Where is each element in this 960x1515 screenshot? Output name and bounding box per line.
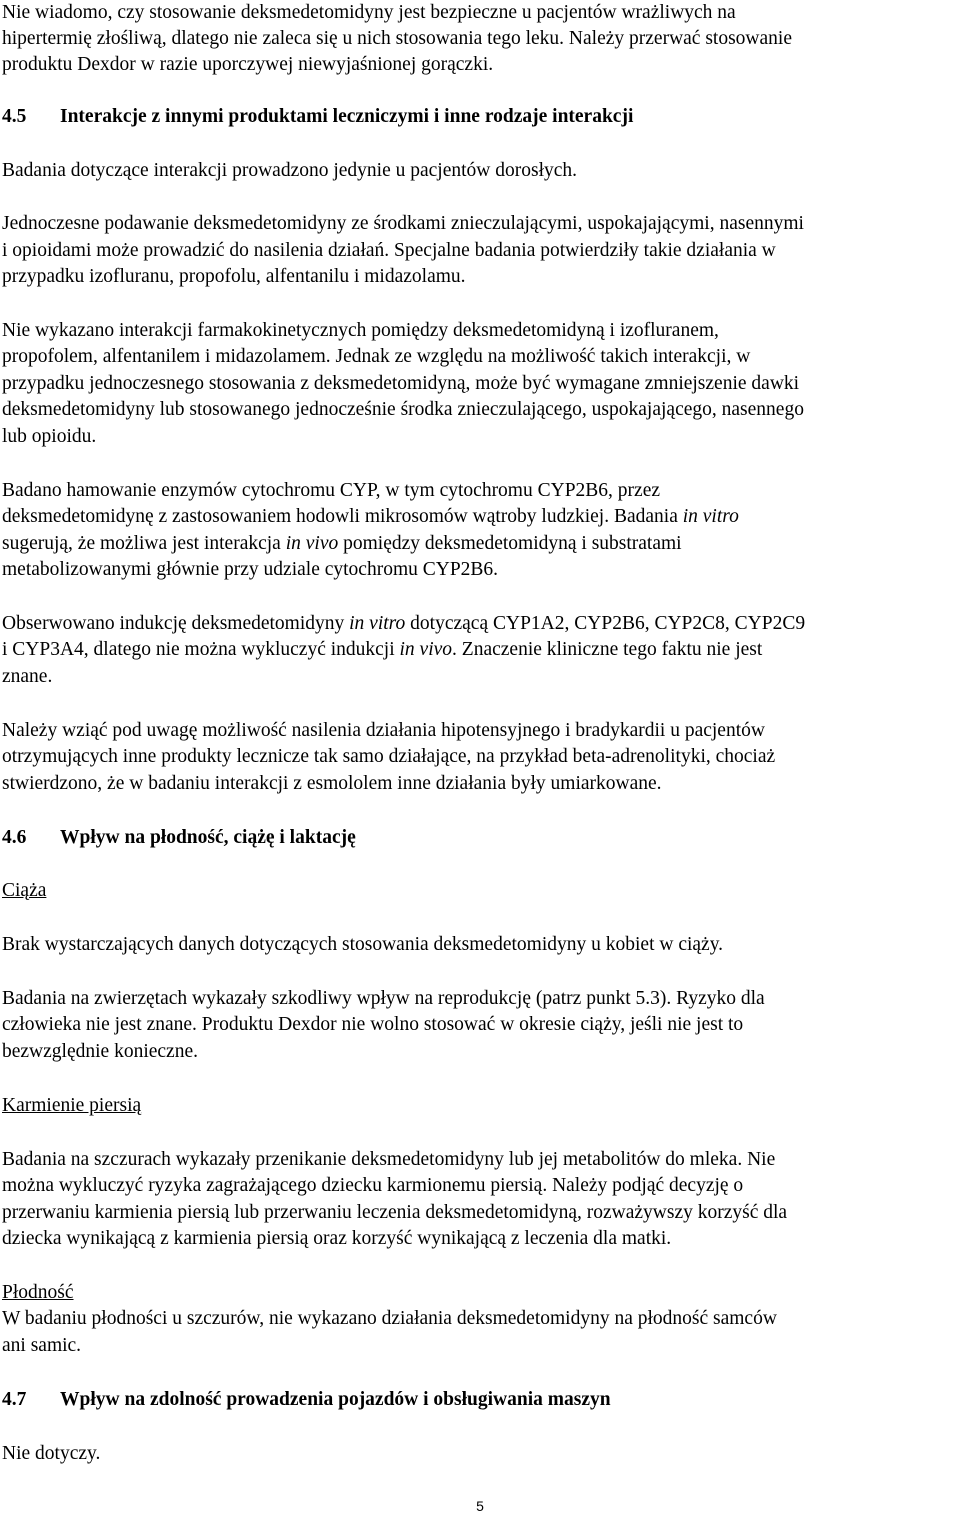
paragraph-line: przypadku jednoczesnego stosowania z deksmedetomidyną, może być wymagane zmniejszenie dawki [2, 373, 800, 394]
section-title: Interakcje z innymi produktami leczniczymi i inne rodzaje interakcji [60, 106, 634, 127]
paragraph-line: dziecka wynikającą z karmienia piersią oraz korzyść wynikającą z leczenia dla matki. [2, 1228, 672, 1249]
text-run: deksmedetomidynę z zastosowaniem hodowli mikrosomów wątroby ludzkiej. Badania [2, 506, 683, 527]
paragraph-line: stwierdzono, że w badaniu interakcji z esmololem inne działania były umiarkowane. [2, 773, 662, 794]
paragraph-line: Badania na zwierzętach wykazały szkodliwy wpływ na reprodukcję (patrz punkt 5.3). Ryzyko dla [2, 988, 765, 1009]
section-heading-4-7 [2, 1387, 611, 1414]
text-run: i CYP3A4, dlatego nie można wykluczyć indukcji [2, 639, 400, 660]
section-title: Wpływ na płodność, ciążę i laktację [60, 827, 356, 848]
paragraph-line: hipertermię złośliwą, dlatego nie zaleca się u nich stosowania tego leku. Należy przerwać stosowanie [2, 28, 792, 49]
paragraph-line: człowieka nie jest znane. Produktu Dexdor nie wolno stosować w okresie ciąży, jeśli nie jest to [2, 1014, 744, 1035]
italic-term: in vivo [399, 639, 453, 660]
section-number: 4.6 [2, 827, 27, 848]
paragraph-line: Badano hamowanie enzymów cytochromu CYP, w tym cytochromu CYP2B6, przez [2, 480, 661, 501]
paragraph-line: bezwzględnie konieczne. [2, 1041, 198, 1062]
section-title: Wpływ na zdolność prowadzenia pojazdów i obsługiwania maszyn [60, 1389, 611, 1410]
paragraph-line: propofolem, alfentanilem i midazolamem. Jednak ze względu na możliwość takich interakcji, w [2, 346, 751, 367]
paragraph-line: przerwaniu karmienia piersią lub przerwaniu leczenia deksmedetomidyną, rozważywszy korzyść dla [2, 1202, 788, 1223]
paragraph-line: przypadku izofluranu, propofolu, alfentanilu i midazolamu. [2, 266, 466, 287]
paragraph-line: otrzymujących inne produkty lecznicze tak samo działające, na przykład beta-adrenolityki, chociaż [2, 746, 776, 767]
subheading-breastfeeding: Karmienie piersią [2, 1095, 142, 1116]
paragraph-line: i opioidami może prowadzić do nasilenia działań. Specjalne badania potwierdziły takie działania w [2, 240, 776, 261]
paragraph-line: Brak wystarczających danych dotyczących stosowania deksmedetomidyny u kobiet w ciąży. [2, 934, 724, 955]
paragraph-line: deksmedetomidyny lub stosowanego jednocześnie środka znieczulającego, uspokajającego, nasennego [2, 399, 804, 420]
section-number: 4.7 [2, 1389, 27, 1410]
italic-term: in vitro [682, 506, 739, 527]
subheading-fertility: Płodność [2, 1282, 74, 1303]
italic-term: in vitro [349, 613, 406, 634]
paragraph-line: lub opioidu. [2, 426, 97, 447]
paragraph-line: metabolizowanymi głównie przy udziale cytochromu CYP2B6. [2, 559, 499, 580]
italic-term: in vivo [285, 533, 339, 554]
paragraph-line: znane. [2, 666, 53, 687]
paragraph-line: Nie wiadomo, czy stosowanie deksmedetomidyny jest bezpieczne u pacjentów wrażliwych na [2, 2, 736, 23]
paragraph-line [2, 611, 805, 638]
text-run: dotyczącą CYP1A2, CYP2B6, CYP2C8, CYP2C9 [405, 613, 806, 634]
page-number: 5 [476, 1498, 484, 1514]
section-heading-4-6 [2, 825, 356, 852]
paragraph-line: Należy wziąć pod uwagę możliwość nasilenia działania hipotensyjnego i bradykardii u pacjentów [2, 720, 765, 741]
text-run: sugerują, że możliwa jest interakcja [2, 533, 286, 554]
paragraph-line [2, 637, 762, 664]
paragraph-line: Jednoczesne podawanie deksmedetomidyny ze środkami znieczulającymi, uspokajającymi, nasennymi [2, 213, 804, 234]
paragraph-line: produktu Dexdor w razie uporczywej niewyjaśnionej gorączki. [2, 54, 494, 75]
paragraph-line: Nie wykazano interakcji farmakokinetycznych pomiędzy deksmedetomidyną i izofluranem, [2, 320, 719, 341]
text-run: Obserwowano indukcję deksmedetomidyny [2, 613, 350, 634]
paragraph-line: W badaniu płodności u szczurów, nie wykazano działania deksmedetomidyny na płodność samców [2, 1308, 777, 1329]
paragraph-line: można wykluczyć ryzyka zagrażającego dziecku karmionemu piersią. Należy podjąć decyzję o [2, 1175, 744, 1196]
section-heading-4-5 [2, 104, 633, 131]
paragraph-line: ani samic. [2, 1335, 82, 1356]
text-run: . Znaczenie kliniczne tego faktu nie jest [452, 639, 763, 660]
paragraph-line [2, 531, 682, 558]
text-run: pomiędzy deksmedetomidyną i substratami [338, 533, 682, 554]
section-number: 4.5 [2, 106, 27, 127]
paragraph-line: Badania na szczurach wykazały przenikanie deksmedetomidyny lub jej metabolitów do mleka. Nie [2, 1149, 776, 1170]
subheading-pregnancy: Ciąża [2, 880, 47, 901]
paragraph-line: Nie dotyczy. [2, 1443, 101, 1464]
paragraph-line: Badania dotyczące interakcji prowadzono jedynie u pacjentów dorosłych. [2, 160, 578, 181]
paragraph-line [2, 504, 739, 531]
